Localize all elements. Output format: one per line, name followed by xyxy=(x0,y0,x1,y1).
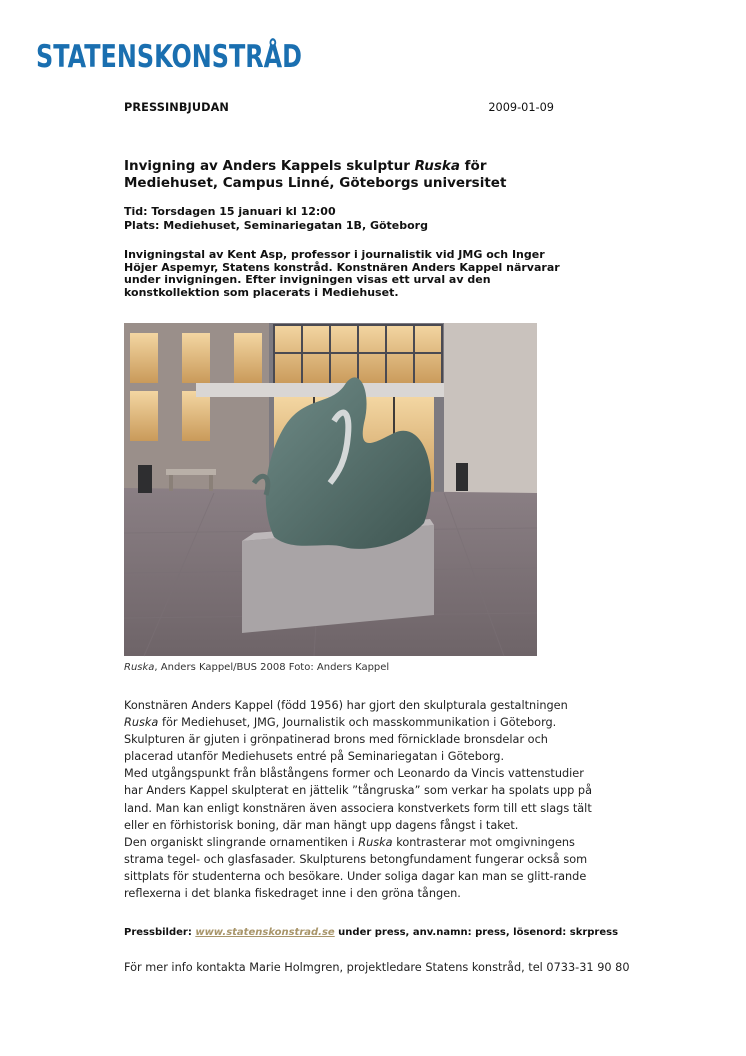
body-paragraph-2 xyxy=(124,714,594,765)
photo-caption xyxy=(124,661,564,674)
caption-italic: Ruska xyxy=(124,662,155,673)
sculpture-photo xyxy=(124,323,537,656)
body-paragraph-3: Med utgångspunkt från blåstångens former och Leonardo da Vincis vattenstudier har Anders Kappel skulpterat en jättelik ”tångruska” som verkar ha spolats upp på land. Man kan enligt konstnären även associera konstverkets form till ett slags tält eller en förhistorisk boning, där man hängt upp dagens fångst i taket. xyxy=(124,767,593,832)
body-text xyxy=(124,697,594,902)
headline-part1: Invigning av Anders Kappels skulptur xyxy=(124,158,415,174)
contact-info: För mer info kontakta Marie Holmgren, projektledare Statens konstråd, tel 0733-31 90 80 xyxy=(124,961,630,974)
body-paragraph-2-italic: Ruska xyxy=(124,716,159,730)
press-credentials: under press, anv.namn: press, lösenord: skrpress xyxy=(334,927,619,938)
statenskonstrad-logo xyxy=(36,38,382,75)
event-place: Plats: Mediehuset, Seminariegatan 1B, Göteborg xyxy=(124,218,428,232)
event-info xyxy=(124,205,564,232)
document-type: PRESSINBJUDAN xyxy=(124,101,229,114)
press-website-link[interactable]: www.statenskonstrad.se xyxy=(195,927,335,938)
body-paragraph-1: Konstnären Anders Kappel (född 1956) har gjort den skulpturala gestaltningen xyxy=(124,699,568,712)
press-images-info xyxy=(124,926,664,939)
document-header xyxy=(124,101,554,115)
press-label: Pressbilder: xyxy=(124,927,196,938)
body-paragraph-2-rest: för Mediehuset, JMG, Journalistik och masskommunikation i Göteborg. Skulpturen är gjuten i grönpatinerad brons med förnicklade bronsdelar och placerad utanför Mediehusets entré på Seminariegatan i Göteborg. xyxy=(124,716,557,764)
body-paragraph-4 xyxy=(124,834,594,902)
intro-text: Invigningstal av Kent Asp, professor i journalistik vid JMG och Inger Höjer Aspemyr, Statens konstråd. Konstnären Anders Kappel närvarar under invigningen. Efter invigningen visas ett urval av den konstkollektion som placerats i Mediehuset. xyxy=(124,248,560,300)
headline-part2: för Mediehuset, Campus Linné, Göteborgs universitet xyxy=(124,158,507,191)
body-paragraph-4-italic: Ruska xyxy=(358,835,393,849)
body-paragraph-4a: Den organiskt slingrande ornamentiken i xyxy=(124,835,359,849)
logo-text: STATENSKONSTRÅD xyxy=(36,39,382,75)
caption-text: , Anders Kappel/BUS 2008 Foto: Anders Kappel xyxy=(154,662,390,673)
event-time: Tid: Torsdagen 15 januari kl 12:00 xyxy=(124,205,336,218)
headline xyxy=(124,158,564,192)
body-paragraph-4b: kontrasterar mot omgivningens strama tegel- och glasfasader. Skulpturens betongfundament fungerar också som sittplats för studenterna och besökare. Under soliga dagar kan man se glitt-rande reflexerna i det blanka fiskedraget inne i den gröna tången. xyxy=(124,835,588,901)
document-date: 2009-01-09 xyxy=(488,101,554,114)
headline-italic: Ruska xyxy=(414,158,460,174)
